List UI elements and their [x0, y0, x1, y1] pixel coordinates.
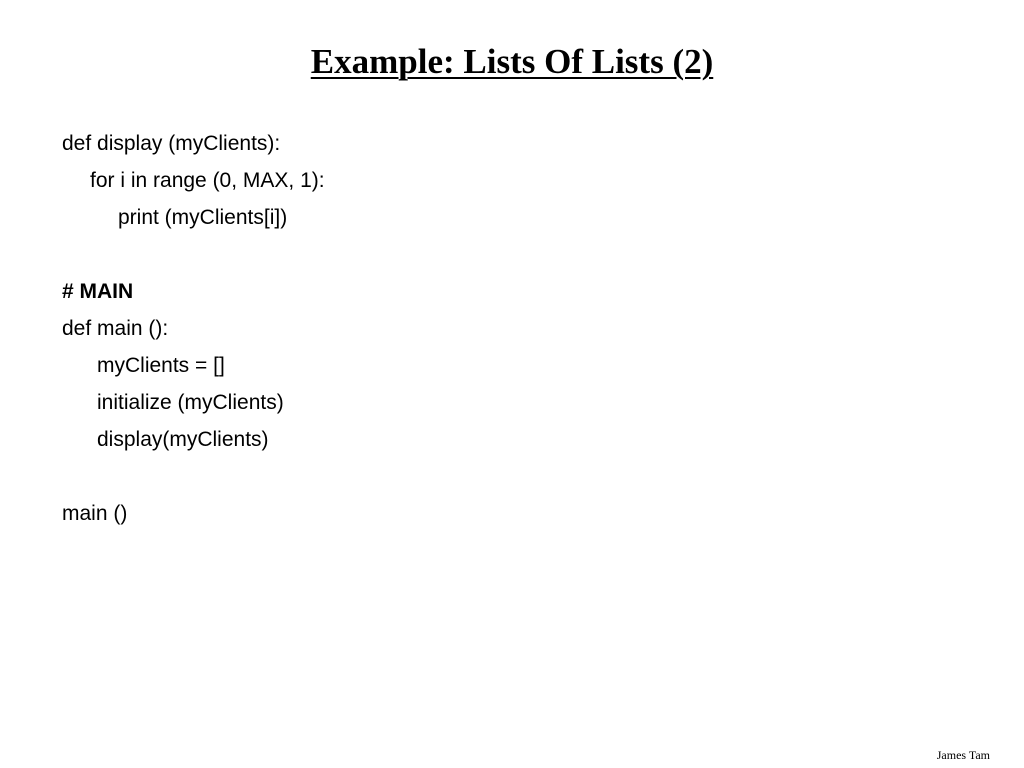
code-line-def-main: def main ():	[62, 317, 169, 340]
code-line-print: print (myClients[i])	[118, 206, 288, 229]
code-block	[62, 125, 962, 532]
code-line-main-call: main ()	[62, 502, 128, 525]
code-line-blank	[62, 236, 962, 273]
code-line-initialize-call: initialize (myClients)	[97, 391, 284, 414]
code-line-def-display: def display (myClients):	[62, 132, 281, 155]
author-footer: James Tam	[936, 748, 990, 762]
code-line-main-comment: # MAIN	[62, 280, 134, 303]
slide-title: Example: Lists Of Lists (2)	[310, 42, 714, 81]
code-line-display-call: display(myClients)	[97, 428, 269, 451]
code-line-blank	[62, 458, 962, 495]
code-line-for-loop: for i in range (0, MAX, 1):	[90, 169, 325, 192]
code-line-myclients-assign: myClients = []	[97, 354, 225, 377]
